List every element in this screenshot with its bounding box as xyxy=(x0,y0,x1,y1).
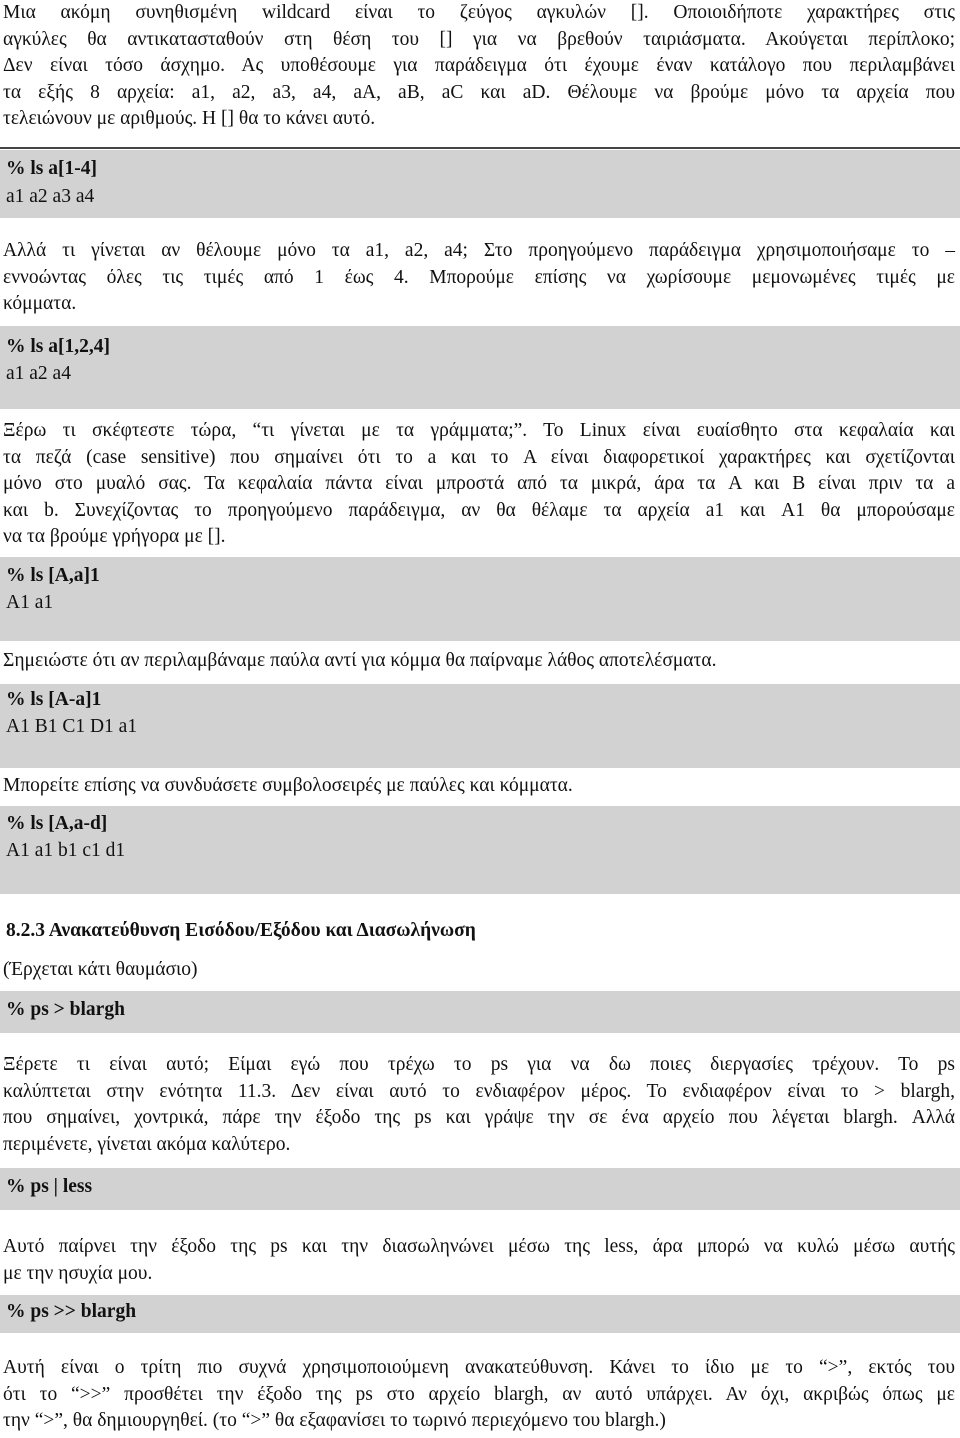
text-line: μόνο στο μυαλό σας. Τα κεφαλαία πάντα είναι μπροστά από τα μικρά, άρα τα A και B είναι πριν τα a xyxy=(3,473,955,494)
text-line: τα εξής 8 αρχεία: a1, a2, a3, a4, aA, aB, aC και aD. Θέλουμε να βρούμε μόνο τα αρχεία που xyxy=(3,81,955,103)
text-line: Ξέρετε τι είναι αυτό; Είμαι εγώ που τρέχω το ps για να δω ποιες διεργασίες τρέχουν. Το ps xyxy=(3,1054,955,1075)
text-line: εννοώντας όλες τις τιμές από 1 έως 4. Μπορούμε επίσης να χωρίσουμε μεμονωμένες τιμές με xyxy=(3,266,955,288)
text-line: Ξέρω τι σκέφτεστε τώρα, “τι γίνεται με τα γράμματα;”. Το Linux είναι ευαίσθητο στα κεφαλαία και xyxy=(3,420,955,441)
code-output: A1 B1 C1 D1 a1 xyxy=(6,716,138,737)
text-line: Μπορείτε επίσης να συνδυάσετε συμβολοσειρές με παύλες και κόμματα. xyxy=(3,775,573,796)
code-command: % ps >> blargh xyxy=(6,1301,137,1322)
code-block-ls-combo xyxy=(0,806,960,894)
text-line: να τα βρούμε γρήγορα με []. xyxy=(3,526,226,547)
section-heading: 8.2.3 Ανακατεύθυνση Εισόδου/Εξόδου και Διασωλήνωση xyxy=(6,920,476,941)
code-command: % ls [A,a]1 xyxy=(6,565,100,586)
code-block-ls-range xyxy=(0,150,960,218)
paragraph-range-note xyxy=(3,238,955,318)
code-command: % ls [A,a-d] xyxy=(6,813,108,834)
text-line: κόμματα. xyxy=(3,293,77,314)
text-line: αγκύλες θα αντικατασταθούν στη θέση του [] για να βρεθούν ταιριάσματα. Ακούγεται περίπλοκο; xyxy=(3,28,955,50)
text-line: με την ησυχία μου. xyxy=(3,1262,153,1284)
code-command: % ps | less xyxy=(6,1176,93,1197)
paragraph-case-note xyxy=(3,418,955,551)
text-line: Μια ακόμη συνηθισμένη wildcard είναι το ζεύγος αγκυλών []. Οποιοιδήποτε χαρακτήρες στις xyxy=(3,2,955,23)
paragraph-append-note xyxy=(3,1355,955,1435)
paragraph-combine-note xyxy=(3,773,955,800)
text-line: ότι το “>>” προσθέτει την έξοδο της ps στο αρχείο blargh, αν αυτό υπάρχει. Αν όχι, ακριβώς όπως με xyxy=(3,1383,955,1405)
code-command: % ls [A-a]1 xyxy=(6,689,102,710)
code-block-ps-append xyxy=(0,1295,960,1333)
text-line: Δεν είναι τόσο άσχημο. Ας υποθέσουμε για παράδειγμα ότι έχουμε έναν κατάλογο που περιλαμβάνει xyxy=(3,55,955,76)
text-line: Αυτό παίρνει την έξοδο της ps και την διασωληνώνει μέσω της less, άρα μπορώ να κυλώ μέσω αυτής xyxy=(3,1236,955,1257)
paragraph-redirect-intro xyxy=(3,957,955,984)
code-output: a1 a2 a3 a4 xyxy=(6,186,95,207)
text-line: καλύπτεται στην ενότητα 11.3. Δεν είναι αυτό το ενδιαφέρον μέρος. Το ενδιαφέρον είναι το > blargh, xyxy=(3,1080,955,1102)
text-line: Αυτή είναι ο τρίτη πιο συχνά χρησιμοποιούμενη ανακατεύθυνση. Κάνει το ίδιο με το “>”, εκτός του xyxy=(3,1357,955,1378)
code-block-ls-list xyxy=(0,326,960,409)
paragraph-intro xyxy=(3,0,955,133)
code-command: % ps > blargh xyxy=(6,999,125,1020)
text-line: και b. Συνεχίζοντας το προηγούμενο παράδειγμα, αν θα θέλαμε τα αρχεία a1 και A1 θα μπορούσαμε xyxy=(3,499,955,521)
code-block-ps-redirect xyxy=(0,991,960,1033)
code-block-ls-dash xyxy=(0,684,960,768)
code-command: % ls a[1,2,4] xyxy=(6,336,110,357)
divider-rule xyxy=(0,147,960,149)
code-output: A1 a1 xyxy=(6,592,54,613)
text-line: τα πεζά (case sensitive) που σημαίνει ότι το a και το A είναι διαφορετικοί χαρακτήρες και σχετίζονται xyxy=(3,446,955,468)
text-line: τελειώνουν με αριθμούς. Η [] θα το κάνει αυτό. xyxy=(3,108,376,129)
code-block-ps-pipe xyxy=(0,1168,960,1210)
paragraph-ps-redirect xyxy=(3,1052,955,1158)
text-line: (Έρχεται κάτι θαυμάσιο) xyxy=(3,959,198,980)
text-line: που σημαίνει, χοντρικά, πάρε την έξοδο της ps και γράψε την σε ένα αρχείο που λέγεται blargh. Αλλά xyxy=(3,1107,955,1128)
text-line: Σημειώστε ότι αν περιλαμβάναμε παύλα αντί για κόμμα θα παίρναμε λάθος αποτελέσματα. xyxy=(3,650,717,671)
paragraph-dash-note xyxy=(3,648,955,675)
text-line: Αλλά τι γίνεται αν θέλουμε μόνο τα a1, a2, a4; Στο προηγούμενο παράδειγμα χρησιμοποιήσαμε το – xyxy=(3,240,955,261)
code-output: A1 a1 b1 c1 d1 xyxy=(6,840,126,861)
code-command: % ls a[1-4] xyxy=(6,158,97,179)
paragraph-pipe-note xyxy=(3,1234,955,1287)
text-line: την “>”, θα δημιουργηθεί. (το “>” θα εξαφανίσει το τωρινό περιεχόμενο του blargh.) xyxy=(3,1410,666,1431)
text-line: περιμένετε, γίνεται ακόμα καλύτερο. xyxy=(3,1133,291,1155)
code-output: a1 a2 a4 xyxy=(6,363,71,384)
code-block-ls-case xyxy=(0,557,960,641)
